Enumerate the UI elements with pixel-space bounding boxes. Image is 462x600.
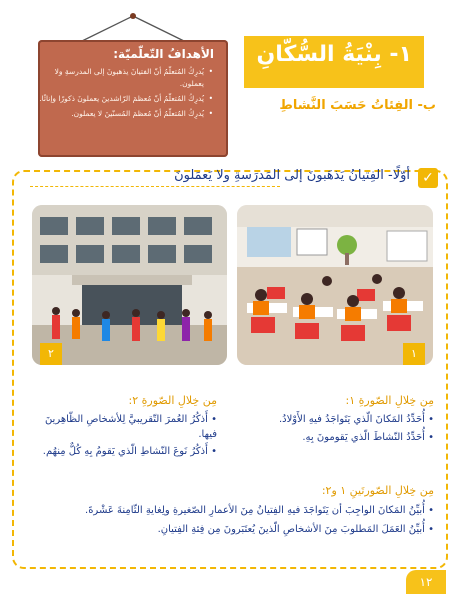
school-building-illustration	[32, 205, 227, 365]
q3-item: • أُبيِّنُ العَمَلَ المَطلوبَ مِنَ الأشخاصِ الّذينَ يُعتَبَرونَ مِن فِئةِ الفِتيانِ.	[157, 524, 434, 535]
objectives-board	[38, 40, 228, 157]
objective-item: • يُدرِكُ المُتعلّمُ أنّ مُعظمَ الرّاشدينَ يعملونَ ذكورًا وإناثًا.	[38, 93, 204, 105]
q3-title: مِن خِلالِ الصّورتَينِ ١ و٢:	[321, 484, 434, 497]
heading-divider	[30, 186, 280, 187]
photo-number-badge: ١	[403, 343, 425, 365]
q3-item: • أُبيِّنُ المَكانَ الواجِبَ أن يَتَواجَدَ فيهِ الفِتيانُ مِنَ الأعمارِ الصّغيرةِ ولِغايةِ الثّامِنةَ عَشْرةَ.	[85, 505, 434, 516]
objective-item: • يُدرِكُ المُتعلّمُ أنّ الفتيانَ يذهبونَ إلى المدرسةِ ولا يعملون.	[38, 66, 204, 90]
q3-item-text: أُبيِّنُ العَمَلَ المَطلوبَ مِنَ الأشخاصِ الّذينَ يُعتَبَرونَ مِن فِئةِ الفِتيانِ.	[157, 524, 425, 535]
page-number: ١٢	[406, 570, 446, 594]
lesson-title: ١- بِنْيَةُ السُّكّانِ	[256, 42, 412, 67]
lesson-title-box	[244, 36, 424, 88]
classroom-illustration	[237, 205, 433, 365]
q1-title: مِن خِلالِ الصّورةِ ١:	[345, 394, 434, 407]
q3-item-text: أُبيِّنُ المَكانَ الواجِبَ أن يَتَواجَدَ فيهِ الفِتيانُ مِنَ الأعمارِ الصّغيرةِ ولِغايةِ الثّامِنةَ عَشْرةَ.	[85, 505, 425, 516]
objective-item: • يُدرِكُ المُتعلّمُ أنّ مُعظمَ المُسنّينَ لا يعملون.	[38, 108, 204, 120]
photo-number-badge: ٢	[40, 343, 62, 365]
q2-item-text: أَذكُرُ نَوعَ النّشاطِ الّذي يَقومُ بِهِ كُلٌّ مِنهُم.	[42, 446, 208, 457]
q2-item: • أَذكُرُ نَوعَ النّشاطِ الّذي يَقومُ بِهِ كُلٌّ مِنهُم.	[42, 446, 217, 457]
checkmark-icon: ✓	[418, 168, 438, 188]
q1-item: • أُحَدِّدُ النّشاطَ الّذي يَقومونَ بِهِ.	[302, 432, 434, 443]
school-building-photo	[32, 205, 227, 365]
q2-title: مِن خِلالِ الصّورةِ ٢:	[128, 394, 217, 407]
q2-item-text: أَذكُرُ العُمرَ التّقريبيَّ لِلأشخاصِ الظّاهِرينَ فيها.	[44, 414, 217, 440]
classroom-photo	[237, 205, 433, 365]
q2-item: • أَذكُرُ العُمرَ التّقريبيَّ لِلأشخاصِ الظّاهِرينَ فيها.	[44, 414, 217, 440]
q1-item: • أُحَدِّدُ المَكانَ الّذي يَتَواجَدُ فيهِ الأَوْلادُ.	[278, 414, 434, 425]
section-heading: أوّلًا- الفِتيانُ يَذهَبونَ إلى المَدرَسةِ ولا يَعمَلونَ	[174, 168, 410, 183]
q1-item-text: أُحَدِّدُ النّشاطَ الّذي يَقومونَ بِهِ.	[302, 432, 425, 443]
objectives-list	[38, 66, 216, 123]
q1-item-text: أُحَدِّدُ المَكانَ الّذي يَتَواجَدُ فيهِ الأَوْلادُ.	[278, 414, 425, 425]
objectives-title: الأهدافُ التّعلّميّة:	[113, 47, 214, 61]
lesson-subtitle: ب- الفِئاتُ حَسَبَ النَّشاطِ	[279, 98, 436, 113]
